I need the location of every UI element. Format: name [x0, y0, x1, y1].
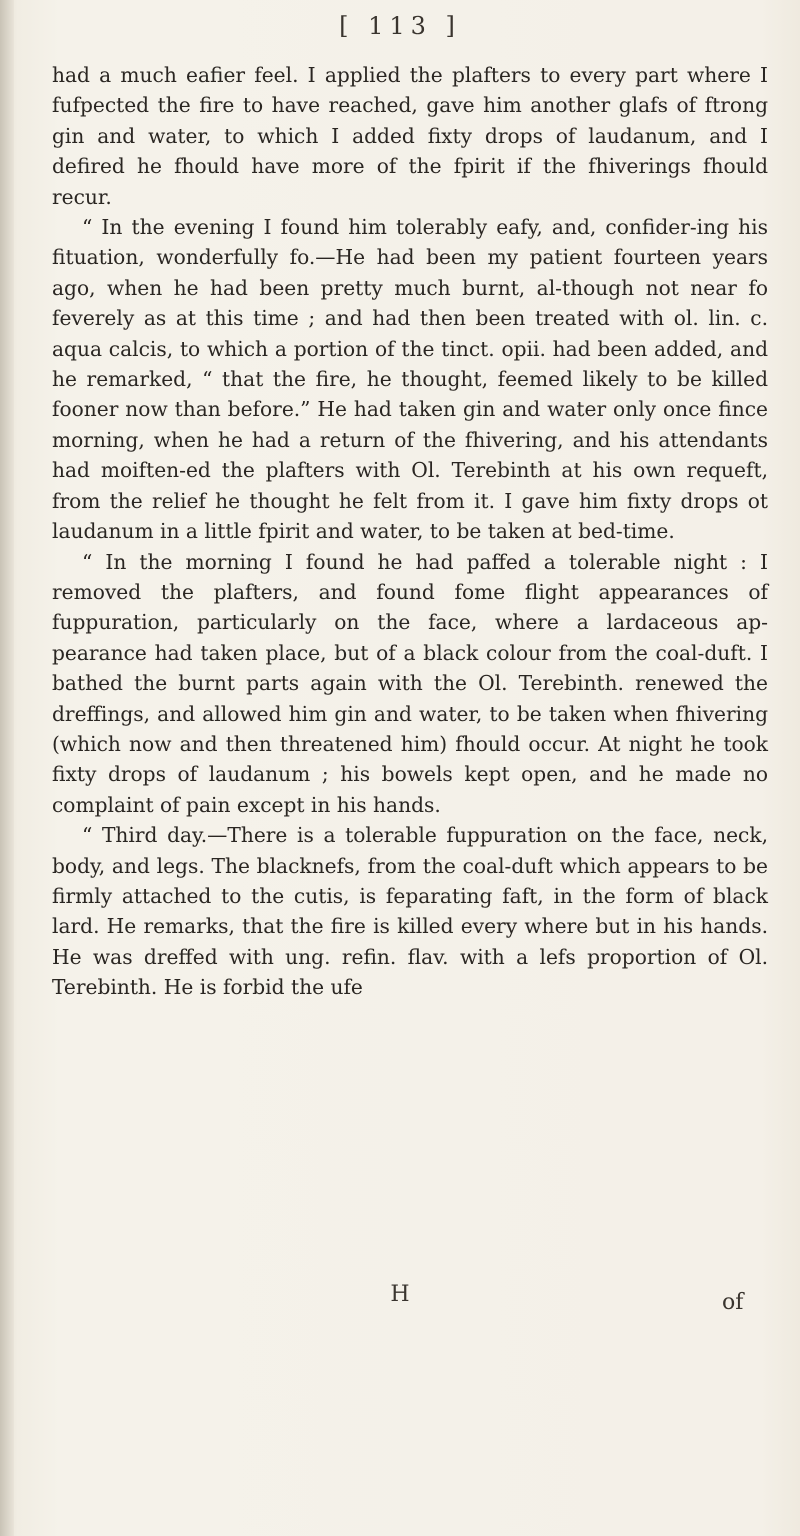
- paragraph-1: had a much eafier feel. I applied the plafters to every part where I fufpected the fire to have reached, gave him another glafs of ftrong gin and water, to which I added fixty drops of laudanum, and I defired he fhould have more of the fpirit if the fhiverings fhould recur.: [52, 63, 768, 209]
- signature-mark: H: [390, 1282, 410, 1307]
- body-text: [52, 60, 768, 1003]
- catchword: of: [722, 1290, 744, 1315]
- paragraph-4: “ Third day.—There is a tolerable fuppuration on the face, neck, body, and legs. The blacknefs, from the coal-duft which appears to be firmly attached to the cutis, is feparating faft, in the form of black lard. He remarks, that the fire is killed every where but in his hands. He was dreffed with ung. refin. flav. with a lefs proportion of Ol. Terebinth. He is forbid the ufe: [52, 823, 768, 1000]
- paragraph-3: “ In the morning I found he had paffed a tolerable night : I removed the plafters, and found fome flight appearances of fuppuration, particularly on the face, where a lardaceous ap-pearance had taken place, but of a black colour from the coal-duft. I bathed the burnt parts again with the Ol. Terebinth. renewed the dreffings, and allowed him gin and water, to be taken when fhivering (which now and then threatened him) fhould occur. At night he took fixty drops of laudanum ; his bowels kept open, and he made no complaint of pain except in his hands.: [52, 549, 768, 817]
- paragraph-2: “ In the evening I found him tolerably eafy, and, confider-ing his fituation, wonderfully fo.—He had been my patient fourteen years ago, when he had been pretty much burnt, al-though not near fo feverely as at this time ; and had then been treated with ol. lin. c. aqua calcis, to which a portion of the tinct. opii. had been added, and he remarked, “ that the fire, he thought, feemed likely to be killed fooner now than before.” He had taken gin and water only once fince morning, when he had a return of the fhivering, and his attendants had moiften-ed the plafters with Ol. Terebinth at his own requeft, from the relief he thought he felt from it. I gave him fixty drops ot laudanum in a little fpirit and water, to be taken at bed-time.: [52, 215, 768, 544]
- page-number: [ 113 ]: [339, 12, 461, 40]
